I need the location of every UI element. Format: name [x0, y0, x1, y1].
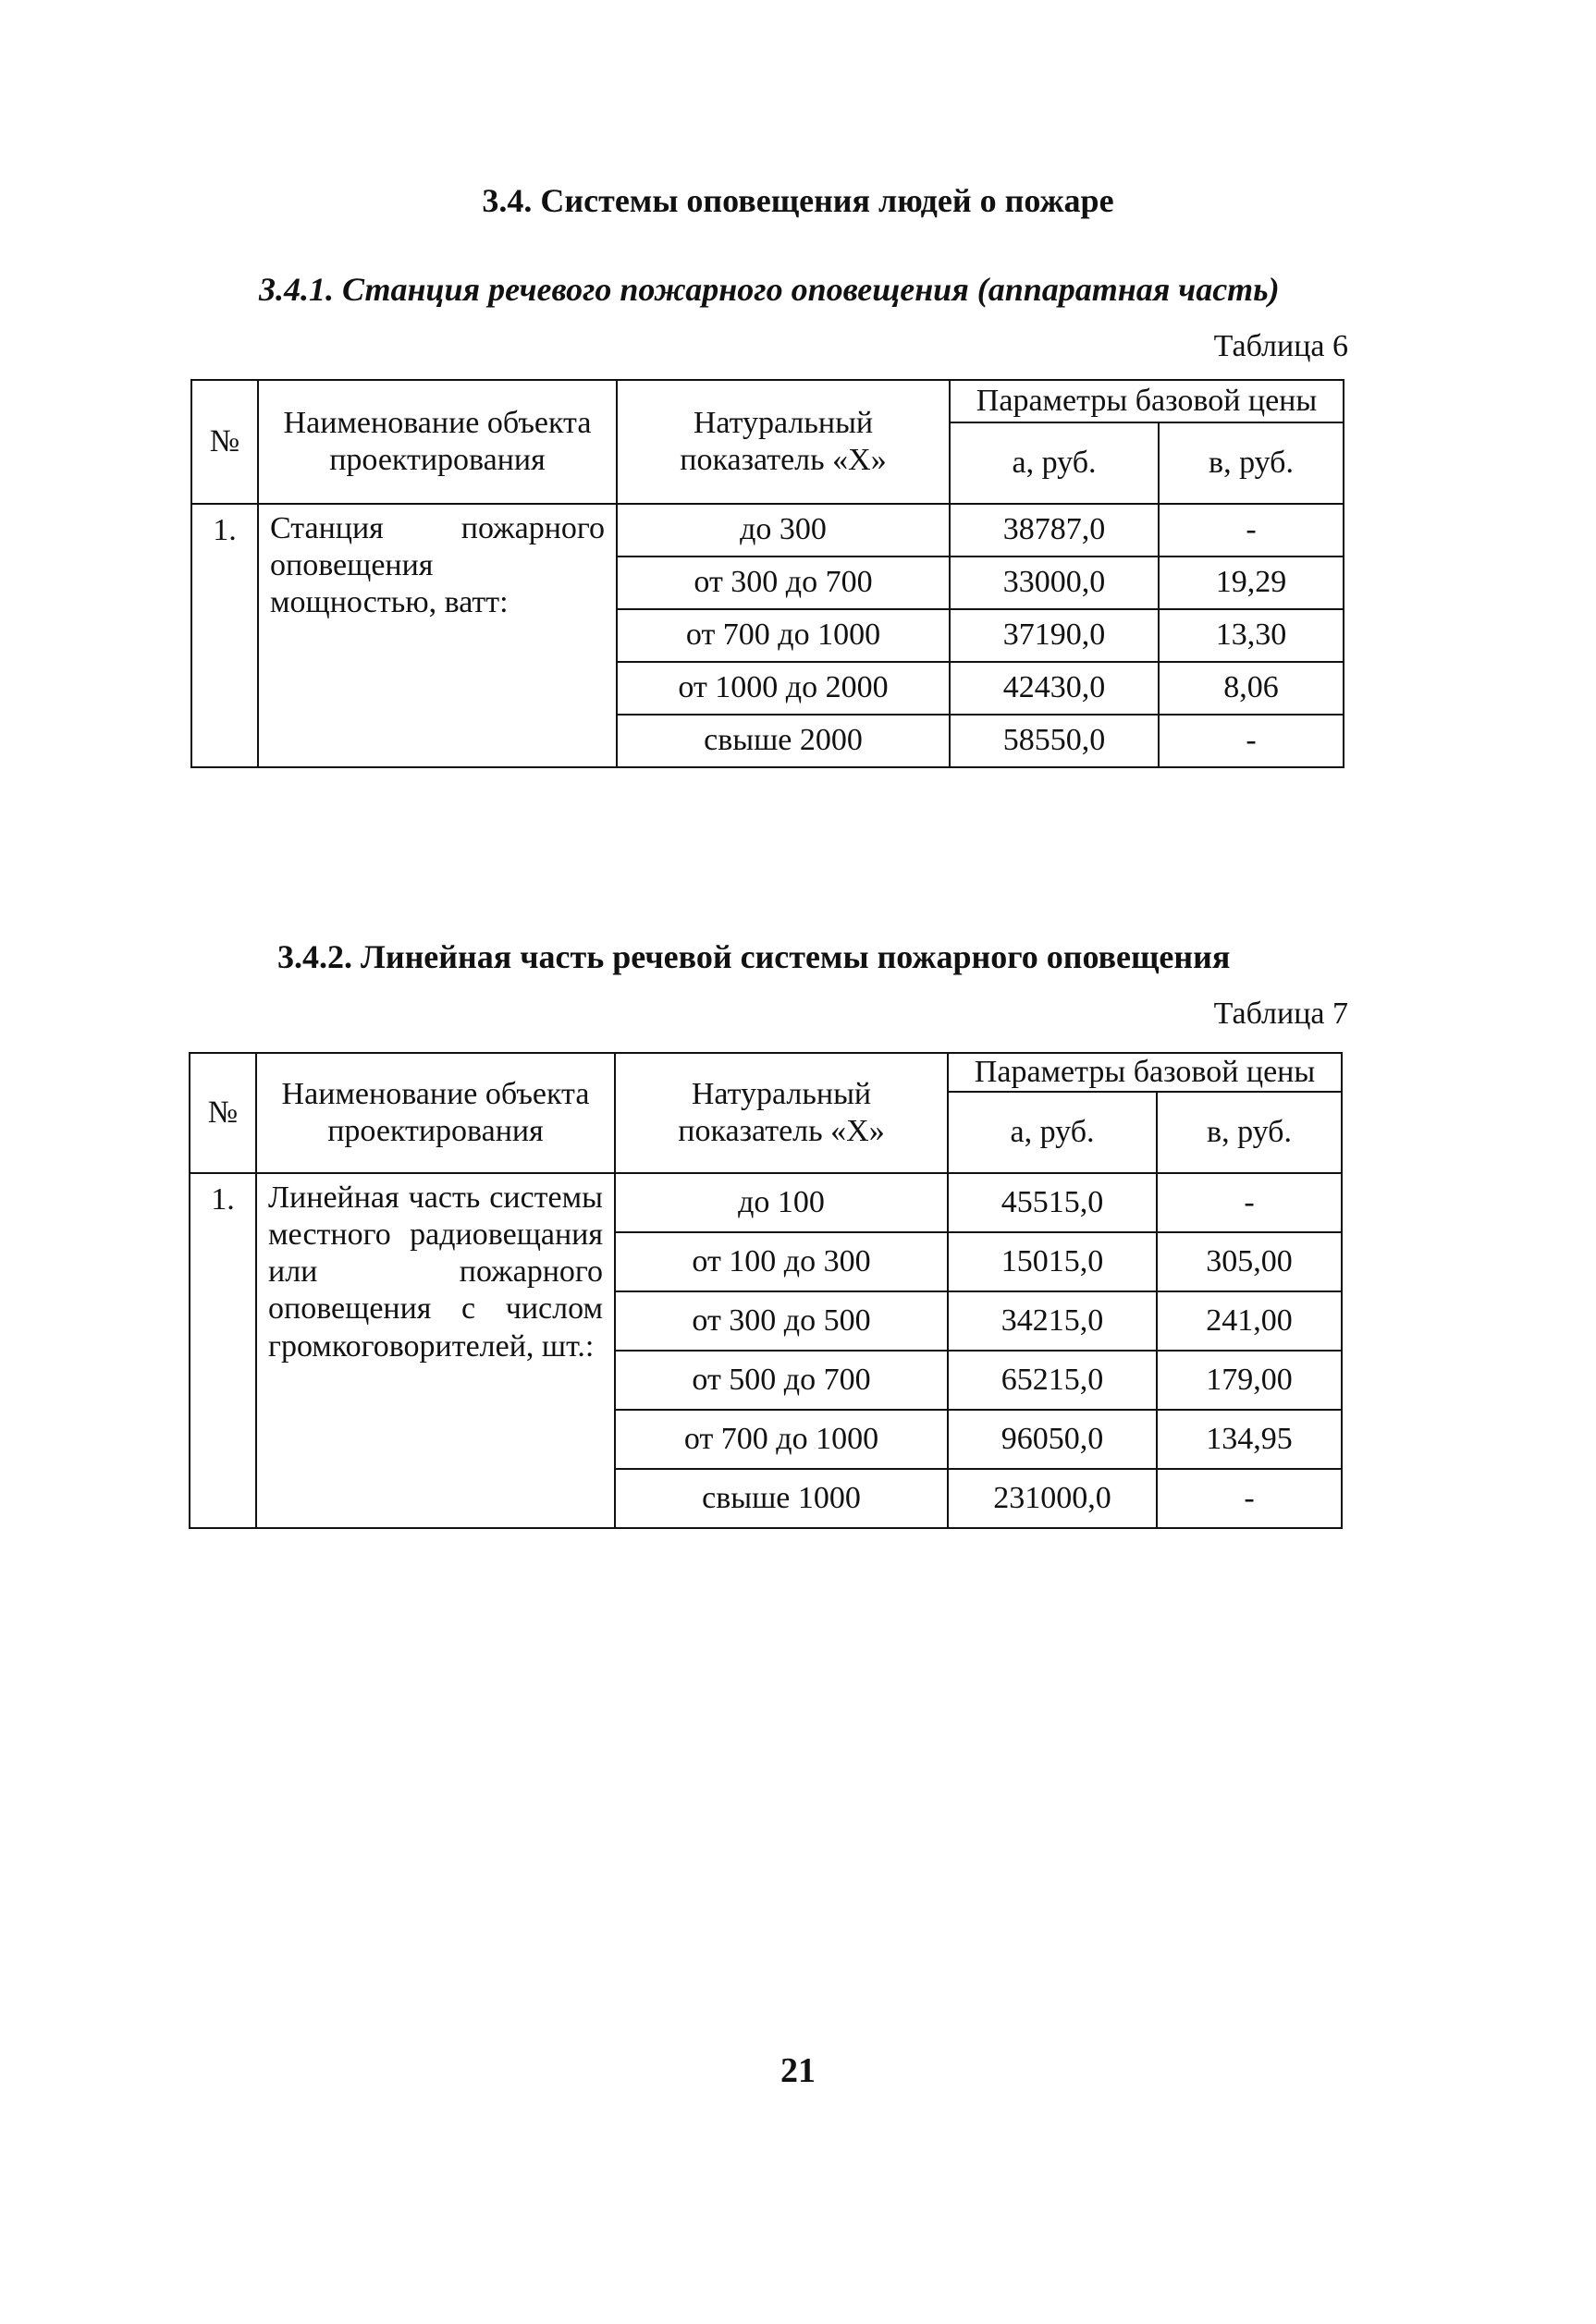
table6-cell-b: 8,06 [1159, 662, 1344, 715]
table7-header-b: в, руб. [1157, 1092, 1342, 1173]
table6-subtitle: 3.4.1. Станция речевого пожарного оповещения (аппаратная часть) [259, 271, 1280, 308]
table6-cell-a: 33000,0 [950, 557, 1159, 609]
table7-cell-x: до 100 [615, 1173, 948, 1232]
table6-header-b: в, руб. [1159, 422, 1344, 504]
table7-cell-x: от 500 до 700 [615, 1351, 948, 1410]
table6-item-name: Станция пожарного оповещения мощностью, ватт: [258, 504, 617, 767]
table-row [190, 1173, 1342, 1232]
table6-cell-b: - [1159, 715, 1344, 767]
table6-cell-a: 42430,0 [950, 662, 1159, 715]
table6 [190, 379, 1344, 768]
table7-cell-b: 179,00 [1157, 1351, 1342, 1410]
table7-header-name: Наименование объекта проектирования [256, 1053, 615, 1173]
table6-cell-b: - [1159, 504, 1344, 557]
table7-item-number: 1. [190, 1173, 256, 1528]
table6-cell-x: от 1000 до 2000 [617, 662, 950, 715]
table6-header-params: Параметры базовой цены [950, 380, 1344, 422]
table6-header-a: а, руб. [950, 422, 1159, 504]
table6-cell-a: 37190,0 [950, 609, 1159, 662]
table6-label: Таблица 6 [1213, 329, 1348, 363]
table6-cell-x: свыше 2000 [617, 715, 950, 767]
table7-cell-b: 134,95 [1157, 1410, 1342, 1469]
table6-header-natural: Натуральный показатель «Х» [617, 380, 950, 504]
table7-label: Таблица 7 [1213, 997, 1348, 1031]
table7-header-natural: Натуральный показатель «Х» [615, 1053, 948, 1173]
table7-cell-a: 34215,0 [948, 1291, 1157, 1351]
table7-cell-a: 15015,0 [948, 1232, 1157, 1291]
table6-cell-a: 38787,0 [950, 504, 1159, 557]
table7-cell-a: 45515,0 [948, 1173, 1157, 1232]
table6-cell-x: от 700 до 1000 [617, 609, 950, 662]
table-row [191, 504, 1344, 557]
table6-cell-x: до 300 [617, 504, 950, 557]
table7 [189, 1052, 1343, 1529]
section-title: 3.4. Системы оповещения людей о пожаре [482, 182, 1114, 219]
table6-cell-b: 19,29 [1159, 557, 1344, 609]
page-number: 21 [780, 2051, 816, 2090]
table6-item-number: 1. [191, 504, 258, 767]
table7-cell-x: от 700 до 1000 [615, 1410, 948, 1469]
table7-cell-a: 65215,0 [948, 1351, 1157, 1410]
table7-cell-b: - [1157, 1173, 1342, 1232]
table6-cell-x: от 300 до 700 [617, 557, 950, 609]
table7-cell-x: от 100 до 300 [615, 1232, 948, 1291]
table7-header-a: а, руб. [948, 1092, 1157, 1173]
table6-header-name: Наименование объекта проектирования [258, 380, 617, 504]
table7-cell-a: 231000,0 [948, 1469, 1157, 1528]
table7-header-params: Параметры базовой цены [948, 1053, 1342, 1092]
table6-cell-b: 13,30 [1159, 609, 1344, 662]
table7-subtitle: 3.4.2. Линейная часть речевой системы пожарного оповещения [277, 938, 1231, 975]
table7-cell-a: 96050,0 [948, 1410, 1157, 1469]
table7-cell-b: 241,00 [1157, 1291, 1342, 1351]
table6-header-num: № [191, 380, 258, 504]
table7-cell-b: 305,00 [1157, 1232, 1342, 1291]
table7-item-name: Линейная часть системы местного радиовещания или пожарного оповещения с числом громкоговорителей, шт.: [256, 1173, 615, 1528]
table7-cell-b: - [1157, 1469, 1342, 1528]
table7-cell-x: свыше 1000 [615, 1469, 948, 1528]
table6-cell-a: 58550,0 [950, 715, 1159, 767]
table7-cell-x: от 300 до 500 [615, 1291, 948, 1351]
table7-header-num: № [190, 1053, 256, 1173]
